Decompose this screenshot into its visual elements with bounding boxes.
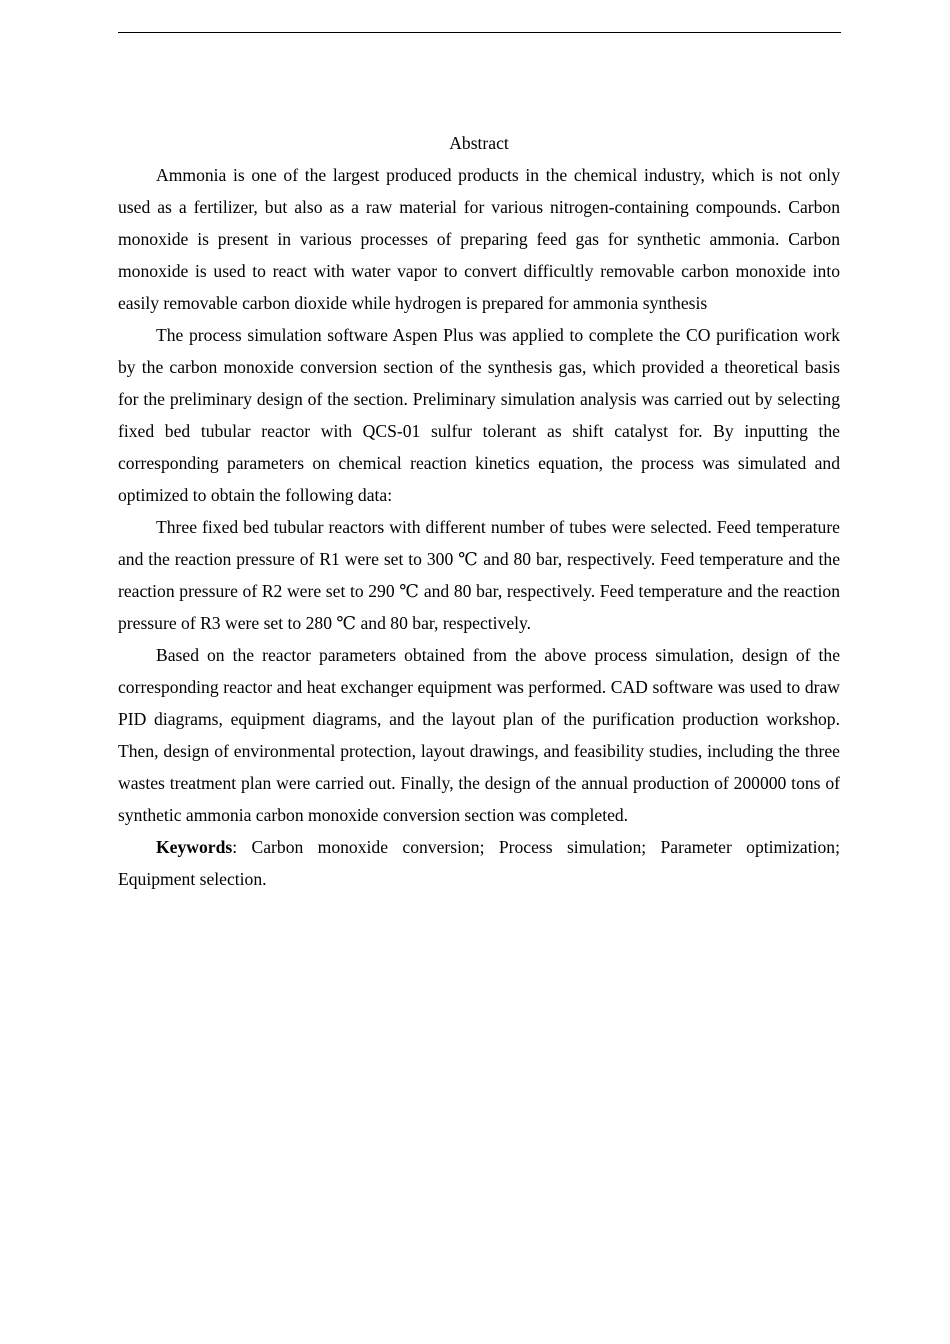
keywords-label: Keywords <box>156 837 233 857</box>
abstract-section <box>118 127 840 895</box>
abstract-paragraph-3: Three fixed bed tubular reactors with different number of tubes were selected. Feed temperature and the reaction pressure of R1 were set to 300 ℃ and 80 bar, respectively. Feed temperature and the reaction pressure of R2 were set to 290 ℃ and 80 bar, respectively. Feed temperature and the reaction pressure of R3 were set to 280 ℃ and 80 bar, respectively. <box>118 517 840 633</box>
abstract-title: Abstract <box>449 133 509 153</box>
keywords-paragraph <box>118 831 840 895</box>
abstract-paragraph-1: Ammonia is one of the largest produced products in the chemical industry, which is not only used as a fertilizer, but also as a raw material for various nitrogen-containing compounds. Carbon monoxide is present in various processes of preparing feed gas for synthetic ammonia. Carbon monoxide is used to react with water vapor to convert difficultly removable carbon monoxide into easily removable carbon dioxide while hydrogen is prepared for ammonia synthesis <box>118 165 840 313</box>
keywords-text: : Carbon monoxide conversion; Process simulation; Parameter optimization; Equipment selection. <box>118 837 840 889</box>
abstract-paragraph-4: Based on the reactor parameters obtained from the above process simulation, design of the corresponding reactor and heat exchanger equipment was performed. CAD software was used to draw PID diagrams, equipment diagrams, and the layout plan of the purification production workshop. Then, design of environmental protection, layout drawings, and feasibility studies, including the three wastes treatment plan were carried out. Finally, the design of the annual production of 200000 tons of synthetic ammonia carbon monoxide conversion section was completed. <box>118 645 840 825</box>
header-rule <box>118 32 841 33</box>
abstract-paragraph-2: The process simulation software Aspen Plus was applied to complete the CO purification work by the carbon monoxide conversion section of the synthesis gas, which provided a theoretical basis for the preliminary design of the section. Preliminary simulation analysis was carried out by selecting fixed bed tubular reactor with QCS-01 sulfur tolerant as shift catalyst for. By inputting the corresponding parameters on chemical reaction kinetics equation, the process was simulated and optimized to obtain the following data: <box>118 325 840 505</box>
